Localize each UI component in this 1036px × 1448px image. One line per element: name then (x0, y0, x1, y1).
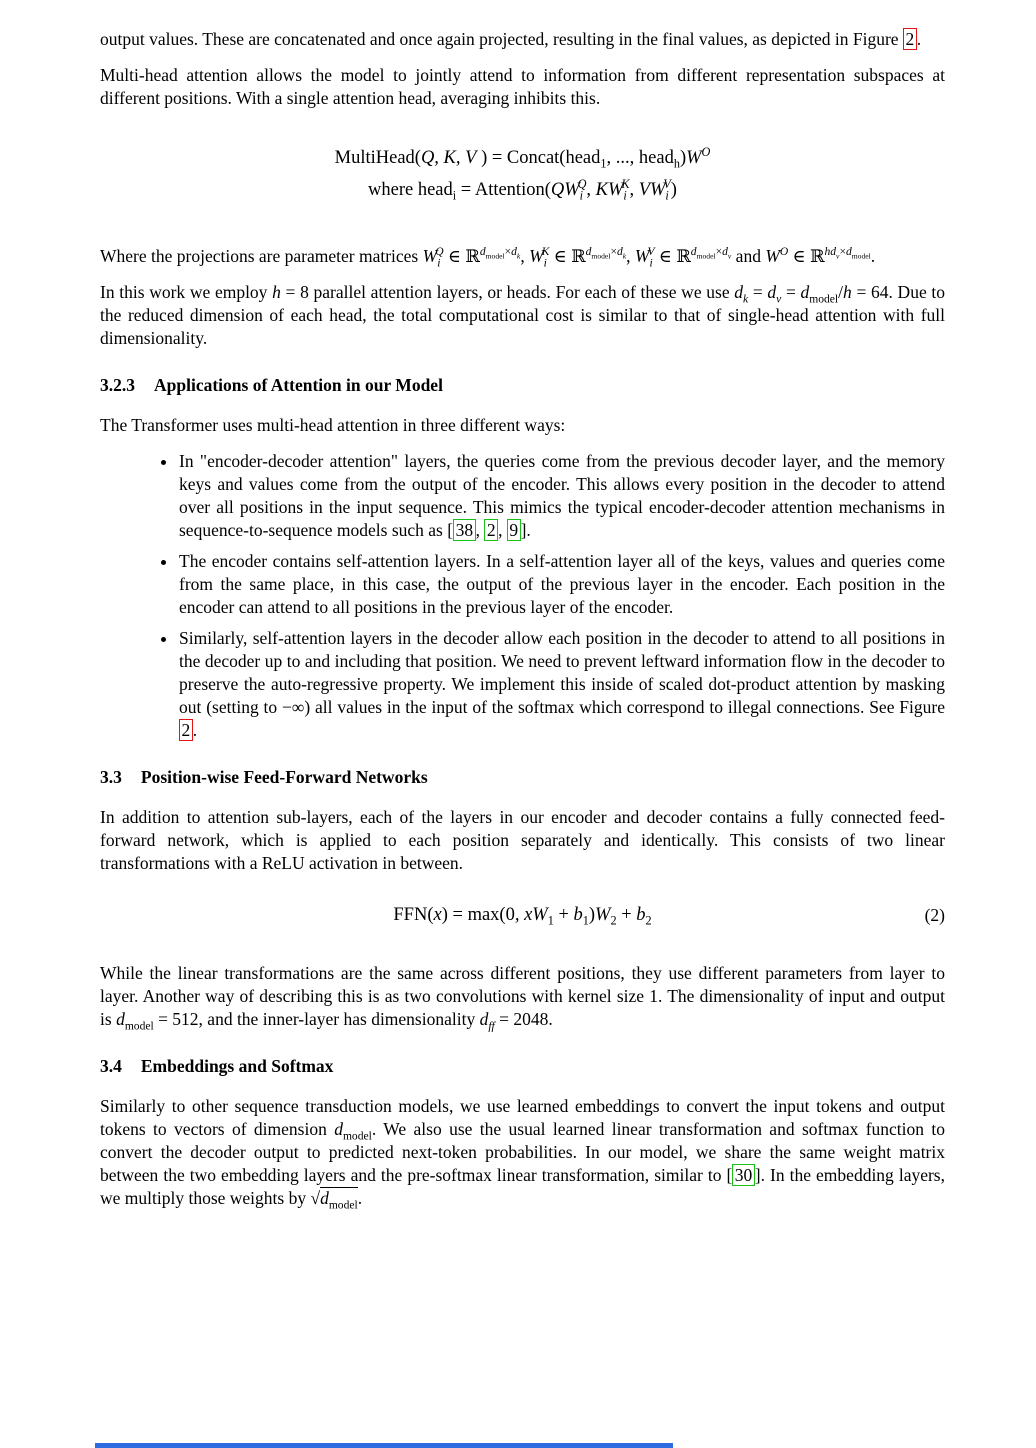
citation-30-link[interactable]: 30 (732, 1164, 755, 1186)
section-title: Embeddings and Softmax (140, 1056, 334, 1076)
paragraph-multihead: Multi-head attention allows the model to jointly attend to information from different representation subspaces at different positions. With a single attention head, averaging inhibits this. (100, 65, 945, 108)
equation-number: (2) (924, 905, 945, 925)
equation-ffn-formula: FFN(x) = max(0, $xW_1 + b_1)W_2 + b_2$ (393, 905, 652, 928)
citation-9-link[interactable]: 9 (507, 519, 521, 541)
section-number: 3.3 (100, 767, 122, 787)
list-item (178, 627, 945, 742)
section-heading-3-4 (100, 1055, 945, 1078)
equation-multihead (100, 144, 945, 205)
section-heading-3-2-3 (100, 374, 945, 397)
paragraph-heads: In this work we employ h = 8 parallel attention layers, or heads. For each of these we use $d_k = d_v = d_{model}/h = 64$. Due to the reduced dimension of each head, the total computational cost is similar to that of single-head attention with full dimensionality. (100, 282, 946, 348)
equation-multihead-line1: MultiHead(Q, K, V ) = Concat(head$_1$, ..., $head_h)W^O$ (334, 144, 711, 171)
paragraph-three-ways: The Transformer uses multi-head attention in three different ways: (100, 415, 566, 435)
citation-38-link[interactable]: 38 (453, 519, 476, 541)
section-title: Position-wise Feed-Forward Networks (140, 767, 428, 787)
paragraph-ffn-dims: While the linear transformations are the same across different positions, they use different parameters from layer to layer. Another way of describing this is as two convolutions with kernel size 1. The dimensionality of input and output is $d_{model} = 512$, and the inner-layer has dimensionality $d_{ff} = 2048$. (100, 963, 945, 1033)
section-heading-3-3 (100, 766, 945, 789)
section-number: 3.4 (100, 1056, 122, 1076)
section-number: 3.2.3 (100, 375, 135, 395)
figure-2-link[interactable]: 2 (903, 28, 917, 50)
selection-highlight-bar (95, 1443, 673, 1448)
equation-multihead-line2: where head$_i$ = $Attention(QW_i^Q$, $KW_i^K$, $VW_i^V$) (368, 176, 677, 203)
list-item-text: The encoder contains self-attention layers. In a self-attention layer all of the keys, values and queries come from the same place, in this case, the output of the previous layer in the encoder. Each position in the encoder can attend to all positions in the previous layer of the encoder. (179, 551, 945, 617)
list-item-text: In "encoder-decoder attention" layers, the queries come from the previous decoder layer, and the memory keys and values come from the output of the encoder. This allows every position in the decoder to attend over all positions in the input sequence. This mimics the typical encoder-decoder attention mechanisms in sequence-to-sequence models such as [ 38 , 2 , 9 ]. (179, 451, 945, 540)
list-item-text: Similarly, self-attention layers in the decoder allow each position in the decoder to attend to all positions in the decoder up to and including that position. We need to prevent leftward information flow in the decoder to preserve the auto-regressive property. We implement this inside of scaled dot-product attention by masking out (setting to −∞) all values in the input of the softmax which correspond to illegal connections. See Figure 2 . (179, 628, 945, 740)
paragraph-embeddings: Similarly to other sequence transduction models, we use learned embeddings to convert the input tokens and output tokens to vectors of dimension $d_{model}$. We also use the usual learned linear transformation and softmax function to convert the decoder output to predicted next-token probabilities. In our model, we share the same weight matrix between the two embedding layers and the pre-softmax linear transformation, similar to [ 30 ]. In the embedding layers, we multiply those weights by $√d_{model}$. (100, 1096, 946, 1212)
section-title: Applications of Attention in our Model (154, 375, 443, 395)
attention-applications-list (100, 450, 945, 742)
figure-2-link[interactable]: 2 (179, 719, 193, 741)
list-item (178, 450, 945, 542)
equation-ffn (100, 901, 945, 930)
list-item (178, 550, 945, 619)
paragraph-intro: output values. These are concatenated and once again projected, resulting in the final values, as depicted in Figure 2 . (100, 29, 922, 49)
paragraph-projections: Where the projections are parameter matrices $W_i^Q$ ∈ ℝ$^{d_{model}\times d_k}$, $W_i^K$ ∈ ℝ$^{d_{model}\times d_k}$, $W_i^V$ ∈ ℝ$^{d_{model}\times d_v}$ and $W^O$ ∈ ℝ$^{hd_v\times d_{model}}$. (100, 246, 876, 270)
paragraph-ffn-intro: In addition to attention sub-layers, each of the layers in our encoder and decoder contains a fully connected feed-forward network, which is applied to each position separately and identically. This consists of two linear transformations with a ReLU activation in between. (100, 807, 945, 873)
citation-2-link[interactable]: 2 (484, 519, 498, 541)
